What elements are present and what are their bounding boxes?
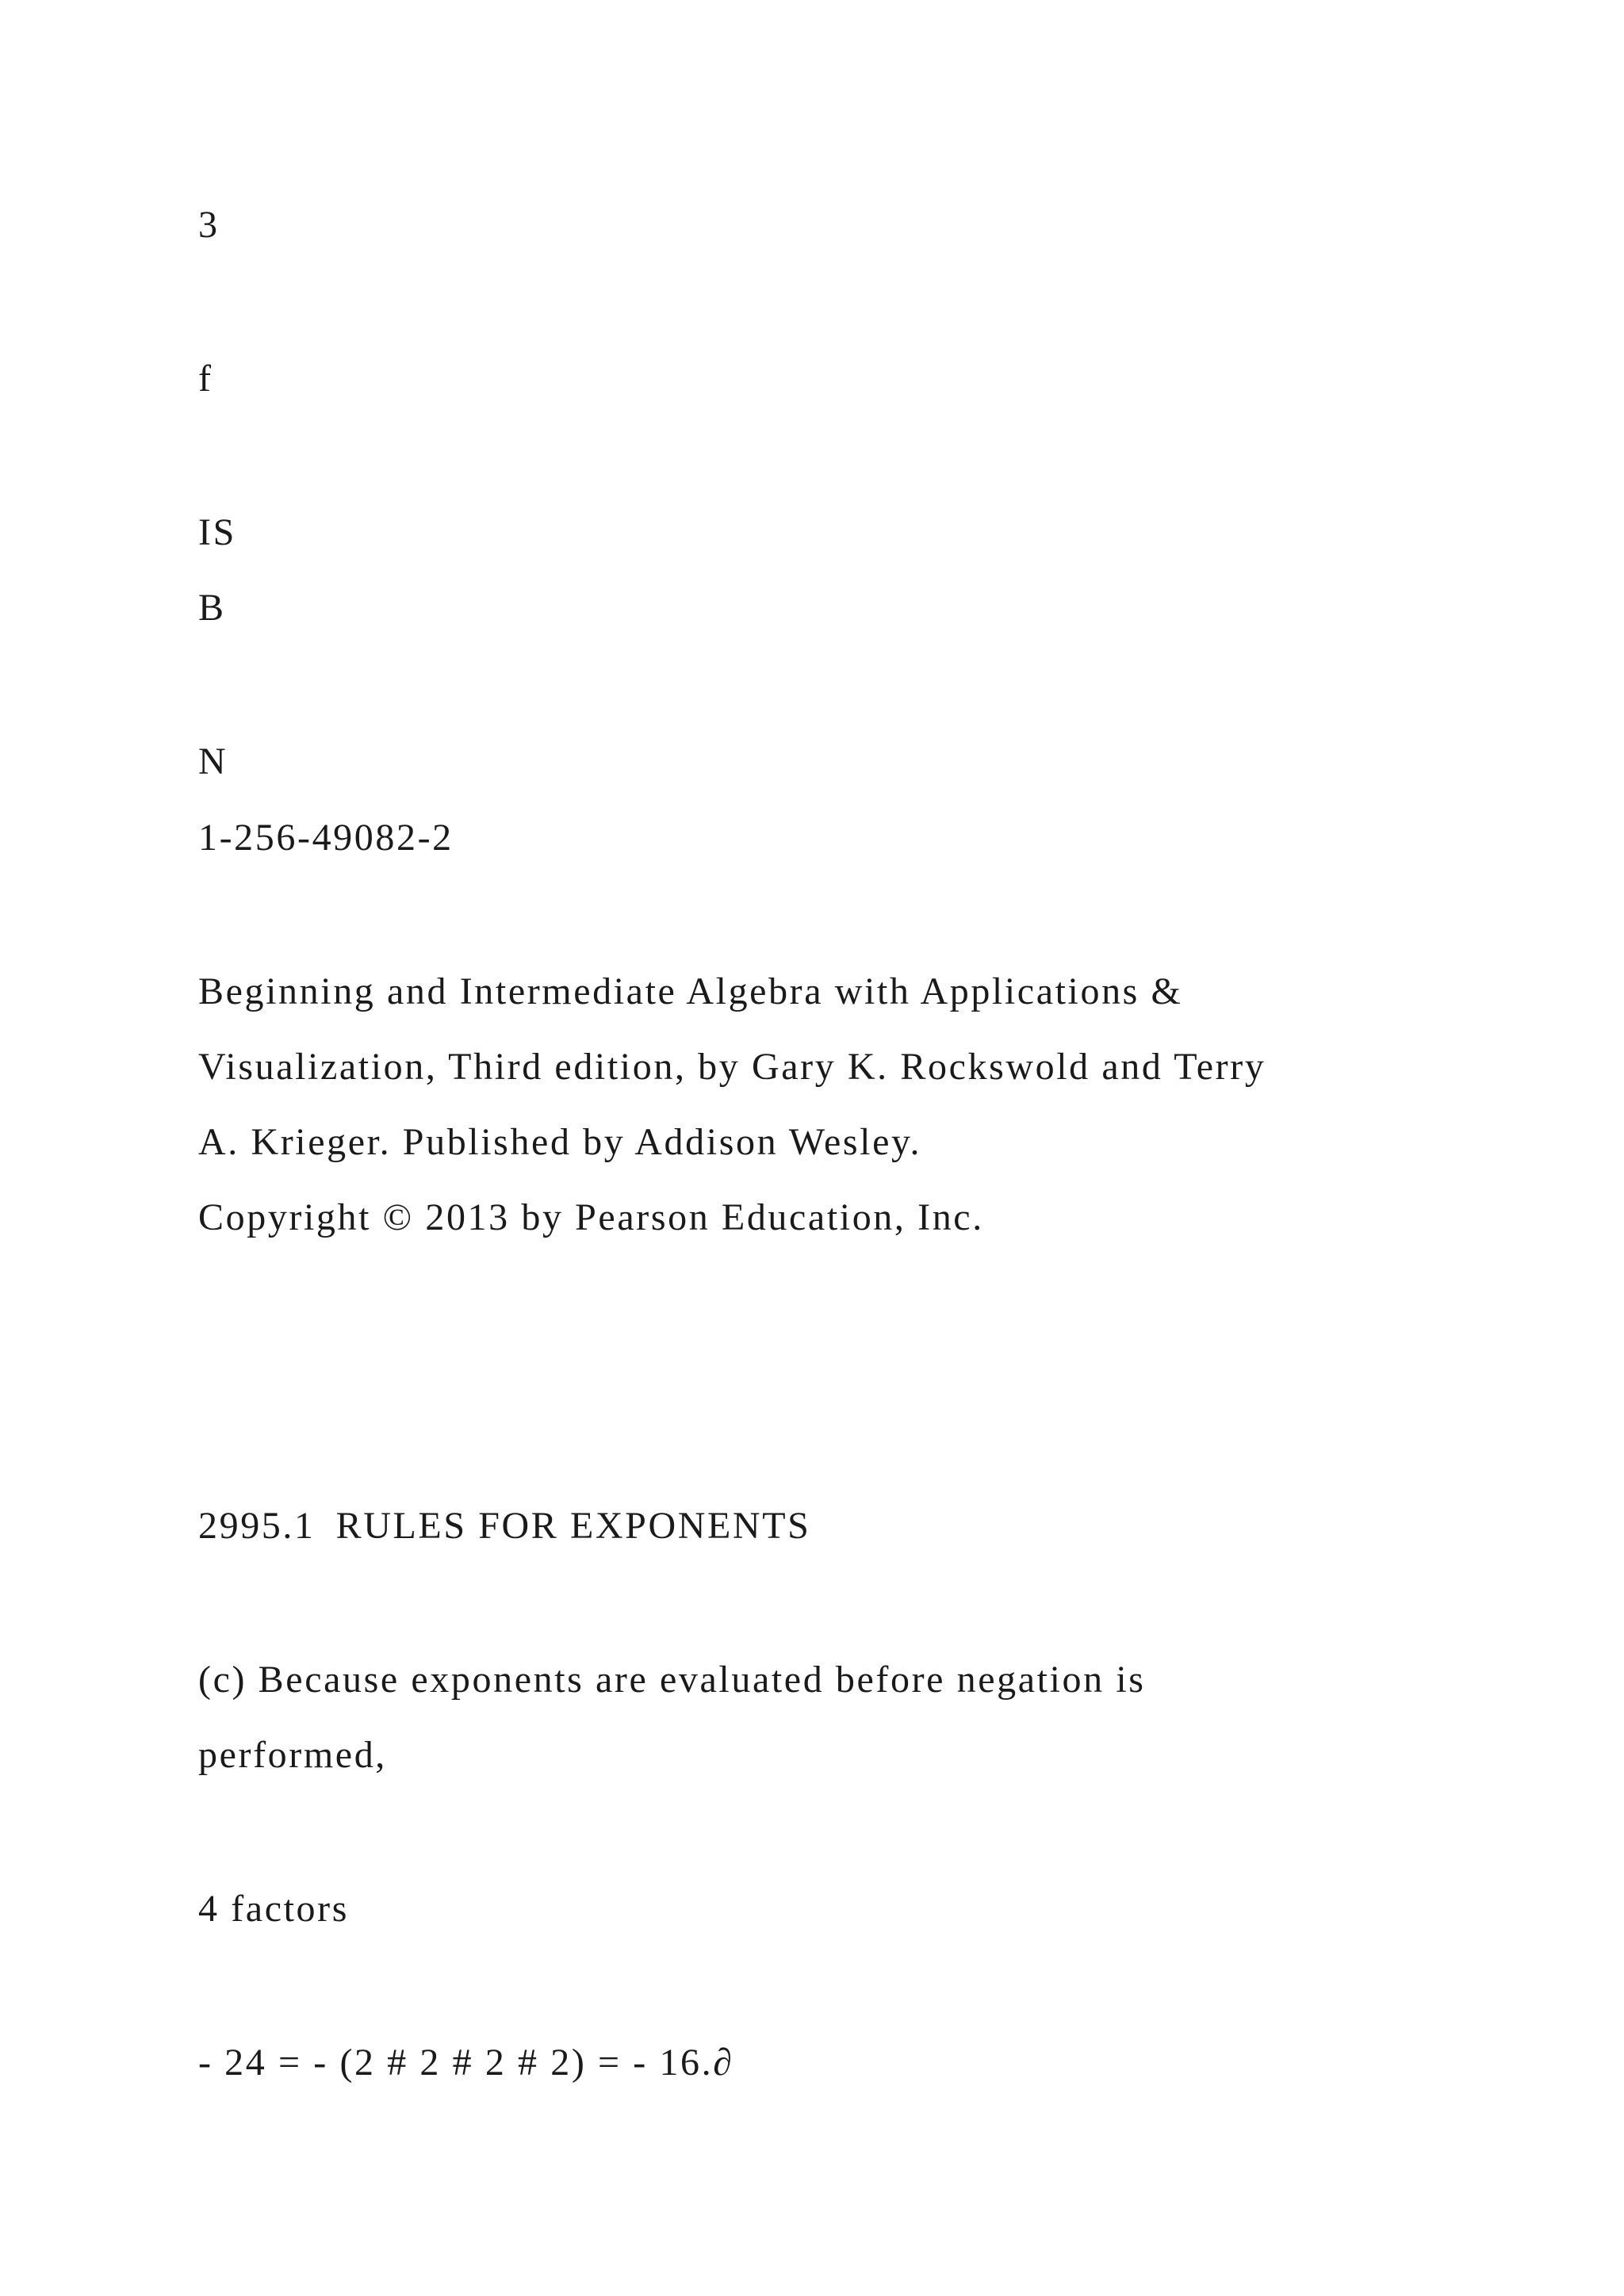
paragraph-line-2: performed,	[198, 1734, 387, 1776]
fragment-f: f	[198, 358, 213, 400]
page-fragment-3: 3	[198, 204, 220, 246]
copyright-line: Copyright © 2013 by Pearson Education, Inc.	[198, 1196, 984, 1238]
section-title: RULES FOR EXPONENTS	[335, 1505, 811, 1547]
isbn-fragment-is: IS	[198, 511, 236, 553]
isbn-number: 1-256-49082-2	[198, 817, 454, 859]
isbn-fragment-n: N	[198, 740, 228, 783]
citation-line-2: Visualization, Third edition, by Gary K. Rockswold and Terry	[198, 1046, 1266, 1088]
section-number: 2995.1	[198, 1505, 316, 1547]
citation-line-3: A. Krieger. Published by Addison Wesley.	[198, 1121, 922, 1163]
citation-line-1: Beginning and Intermediate Algebra with Applications &	[198, 970, 1183, 1012]
paragraph-line-1: (c) Because exponents are evaluated before negation is	[198, 1659, 1146, 1701]
equation: - 24 = - (2 # 2 # 2 # 2) = - 16.∂	[198, 2042, 734, 2084]
section-heading	[198, 1507, 810, 1545]
factors-label: 4 factors	[198, 1888, 349, 1930]
isbn-fragment-b: B	[198, 587, 226, 629]
